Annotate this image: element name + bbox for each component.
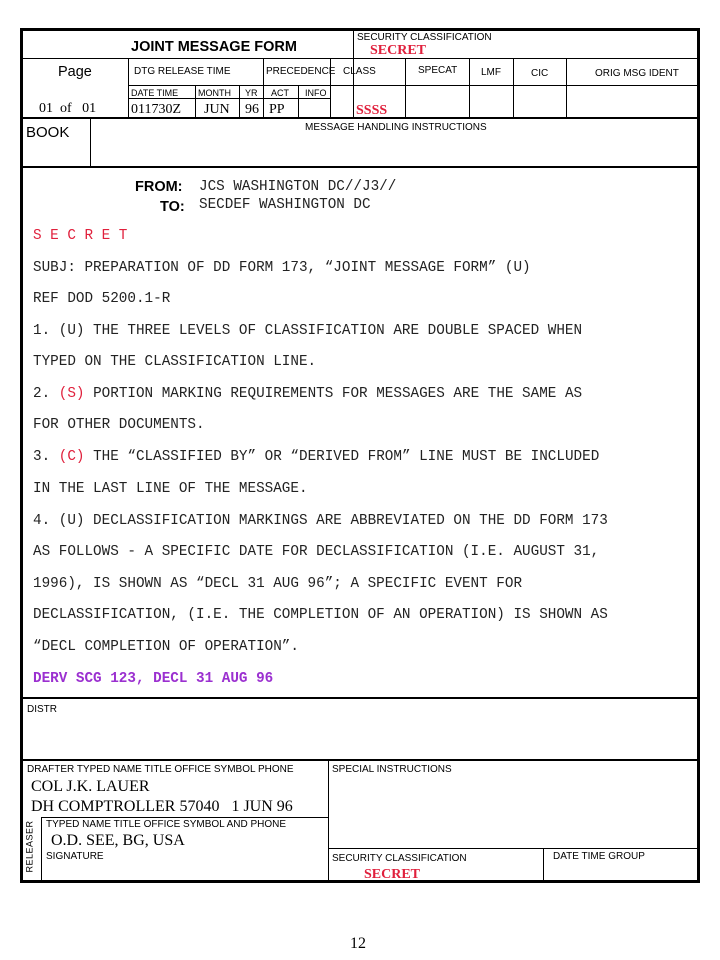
subject-line: SUBJ: PREPARATION OF DD FORM 173, “JOINT MESSAGE FORM” (U) <box>33 260 531 276</box>
special-instructions-label: SPECIAL INSTRUCTIONS <box>332 764 452 775</box>
portion-mark-s: (S) <box>58 386 85 402</box>
page-number: 12 <box>350 935 366 952</box>
to-label: TO: <box>160 199 185 215</box>
page-count <box>39 101 96 117</box>
paragraph-2 <box>33 386 582 402</box>
cic-label: CIC <box>531 68 549 79</box>
drafter-label: DRAFTER TYPED NAME TITLE OFFICE SYMBOL PHONE <box>27 764 294 775</box>
page-current: 01 <box>39 101 53 116</box>
releaser-label: TYPED NAME TITLE OFFICE SYMBOL AND PHONE <box>46 819 287 830</box>
paragraph-2-number: 2. <box>33 386 59 402</box>
paragraph-3-text: THE “CLASSIFIED BY” OR “DERIVED FROM” LINE MUST BE INCLUDED <box>84 449 600 465</box>
page-total: 01 <box>82 101 97 116</box>
paragraph-2-text: PORTION MARKING REQUIREMENTS FOR MESSAGES ARE THE SAME AS <box>84 386 583 402</box>
yr-value: 96 <box>245 102 259 117</box>
footer-security-label: SECURITY CLASSIFICATION <box>332 853 467 864</box>
from-label: FROM: <box>135 179 183 195</box>
reference-line: REF DOD 5200.1-R <box>33 291 171 307</box>
month-value: JUN <box>204 102 230 117</box>
date-time-label: DATE TIME <box>131 88 179 98</box>
specat-label: SPECAT <box>418 65 458 76</box>
paragraph-2-cont: FOR OTHER DOCUMENTS. <box>33 417 205 433</box>
yr-label: YR <box>245 88 258 98</box>
body-classification: S E C R E T <box>33 228 128 244</box>
precedence-label: PRECEDENCE <box>266 66 336 77</box>
paragraph-3-cont: IN THE LAST LINE OF THE MESSAGE. <box>33 481 308 497</box>
act-label: ACT <box>271 88 289 98</box>
dtg-release-time-label: DTG RELEASE TIME <box>134 66 231 77</box>
security-classification-value: SECRET <box>370 43 427 58</box>
paragraph-1: 1. (U) THE THREE LEVELS OF CLASSIFICATION ARE DOUBLE SPACED WHEN <box>33 323 583 339</box>
info-label: INFO <box>305 88 327 98</box>
month-label: MONTH <box>198 88 231 98</box>
paragraph-1-cont: TYPED ON THE CLASSIFICATION LINE. <box>33 354 317 370</box>
paragraph-4-line-5: “DECL COMPLETION OF OPERATION”. <box>33 639 299 655</box>
date-time-group-label: DATE TIME GROUP <box>553 851 645 862</box>
derivation-line: DERV SCG 123, DECL 31 AUG 96 <box>33 671 274 687</box>
from-value: JCS WASHINGTON DC//J3// <box>199 179 397 195</box>
distribution-label: DISTR <box>27 704 57 715</box>
paragraph-3 <box>33 449 599 465</box>
drafter-name: COL J.K. LAUER <box>31 778 150 795</box>
portion-mark-c: (C) <box>58 449 85 465</box>
releaser-name: O.D. SEE, BG, USA <box>51 832 185 849</box>
signature-label: SIGNATURE <box>46 851 104 862</box>
class-value: SSSS <box>356 103 388 118</box>
page-label: Page <box>58 64 92 80</box>
joint-message-form <box>20 28 700 883</box>
paragraph-3-number: 3. <box>33 449 59 465</box>
form-title: JOINT MESSAGE FORM <box>131 39 297 55</box>
message-handling-instructions-label: MESSAGE HANDLING INSTRUCTIONS <box>305 122 487 133</box>
security-classification-label: SECURITY CLASSIFICATION <box>357 32 492 43</box>
lmf-label: LMF <box>481 67 501 78</box>
paragraph-4-line-3: 1996), IS SHOWN AS “DECL 31 AUG 96”; A SPECIFIC EVENT FOR <box>33 576 523 592</box>
paragraph-4-line-1: 4. (U) DECLASSIFICATION MARKINGS ARE ABBREVIATED ON THE DD FORM 173 <box>33 513 608 529</box>
page-of: of <box>60 101 72 116</box>
paragraph-4-line-4: DECLASSIFICATION, (I.E. THE COMPLETION OF AN OPERATION) IS SHOWN AS <box>33 607 608 623</box>
paragraph-4-line-2: AS FOLLOWS - A SPECIFIC DATE FOR DECLASSIFICATION (I.E. AUGUST 31, <box>33 544 600 560</box>
class-label: CLASS <box>343 66 376 77</box>
orig-msg-ident-label: ORIG MSG IDENT <box>595 68 679 79</box>
releaser-side-label: RELEASER <box>24 820 35 873</box>
to-value: SECDEF WASHINGTON DC <box>199 197 371 213</box>
footer-security-value: SECRET <box>364 867 421 882</box>
drafter-office: DH COMPTROLLER 57040 1 JUN 96 <box>31 798 293 815</box>
date-time-value: 011730Z <box>131 102 182 117</box>
act-value: PP <box>269 102 285 117</box>
book-label: BOOK <box>26 124 70 141</box>
